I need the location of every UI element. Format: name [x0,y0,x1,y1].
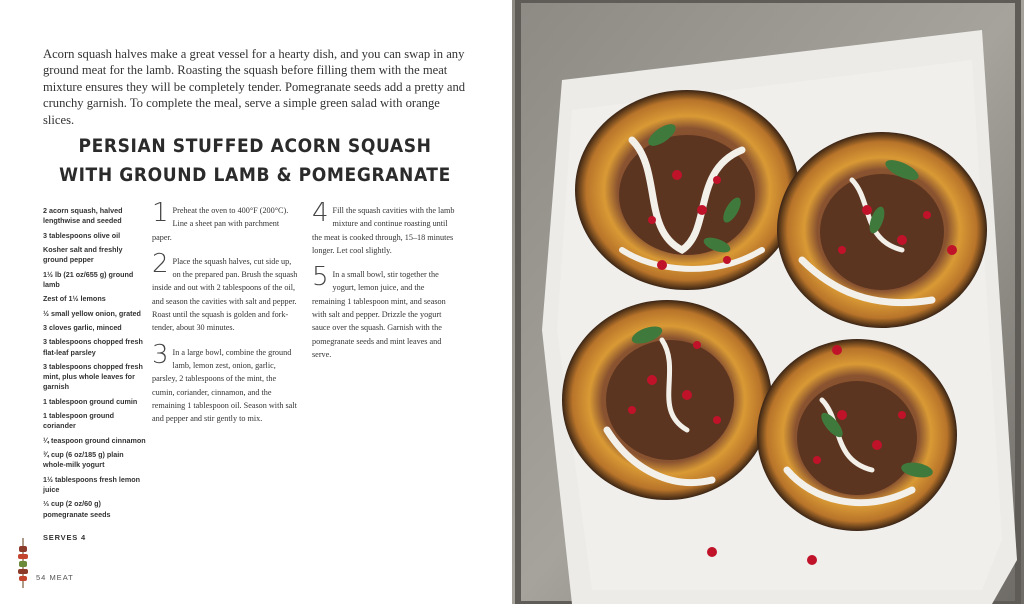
step-5 [312,262,458,361]
ingredient-item: ¾ cup (6 oz/185 g) plain whole-milk yogurt [43,450,124,470]
page-number: 54 [36,573,47,582]
step-number: 4 [312,198,329,228]
ingredient-item: Zest of 1½ lemons [43,294,106,304]
ingredient-item: 3 tablespoons chopped fresh flat-leaf parsley [43,337,143,357]
step-1 [152,198,298,244]
food-photo [512,0,1024,604]
step-text: In a small bowl, stir together the yogurt, lemon juice, and the remaining 1 tablespoon mint, and season with salt and pepper. Drizzle the yogurt sauce over the squash. Garnish with the pomegranate seeds and mint leaves and serve. [312,270,446,359]
title-line-1: PERSIAN STUFFED ACORN SQUASH [78,135,432,157]
step-text: Preheat the oven to 400°F (200°C). Line a sheet pan with parchment paper. [152,206,289,242]
ingredient-item: Kosher salt and freshly ground pepper [43,244,123,265]
skewer-icon [13,538,33,588]
step-3 [152,339,298,426]
squash-half-2 [777,132,987,328]
ingredient-item: 3 cloves garlic, minced [43,322,122,332]
ingredient-item: 1½ tablespoons fresh lemon juice [43,474,141,494]
ingredient-list [43,206,146,524]
ingredient-item: 3 tablespoons chopped fresh mint, plus whole leaves for garnish [43,361,143,392]
step-text: Fill the squash cavities with the lamb mixture and continue roasting until the meat is cooked through, 15–18 minutes longer. Let cool slightly. [312,206,455,255]
ingredient-item: 1 tablespoon ground coriander [43,411,115,431]
step-number: 3 [152,339,169,370]
page-footer [36,573,74,582]
ingredient-item: 1 tablespoon ground cumin [43,396,138,406]
ingredient-item: ⅓ cup (2 oz/60 g) pomegranate seeds [43,499,111,519]
step-text: Place the squash halves, cut side up, on the prepared pan. Brush the squash inside and out with 2 tablespoons of the oil, and season the cavities with salt and pepper. Roast until the squash is golden and fork-tender, about 30 minutes. [152,256,298,333]
ingredient-item: 3 tablespoons olive oil [43,230,121,240]
steps-column-1 [152,198,298,436]
ingredient-item: ¼ teaspoon ground cinnamon [43,435,146,445]
step-2 [152,248,298,335]
step-text: In a large bowl, combine the ground lamb, lemon zest, onion, garlic, parsley, 2 tablespoons of the mint, the cumin, coriander, cinnamon, and the remaining 1 tablespoon oil. Season with salt and pepper and stir gently to mix. [152,347,297,424]
steps-column-2 [312,198,458,372]
serves-label: SERVES 4 [43,533,86,542]
intro-paragraph: Acorn squash halves make a great vessel for a hearty dish, and you can swap in any ground meat for the lamb. Roasting the squash before filling them with the meat mixture ensures they will be completely tender. Pomegranate seeds add a pretty and crunchy garnish. To complete the meal, serve a simple green salad with orange slices. [43,47,466,127]
section-name: MEAT [49,573,74,582]
step-number: 5 [312,262,329,293]
step-number: 2 [152,248,169,279]
ingredient-item: 1½ lb (21 oz/655 g) ground lamb [43,269,134,289]
step-number: 1 [152,198,169,228]
step-4 [312,198,458,257]
squash-half-1 [575,90,799,290]
title-line-2: WITH GROUND LAMB & POMEGRANATE [59,164,451,186]
recipe-title [40,132,470,190]
squash-half-4 [757,339,957,531]
ingredient-item: 2 acorn squash, halved lengthwise and seeded [43,206,123,226]
ingredient-item: ½ small yellow onion, grated [43,308,141,318]
squash-half-3 [562,300,772,500]
